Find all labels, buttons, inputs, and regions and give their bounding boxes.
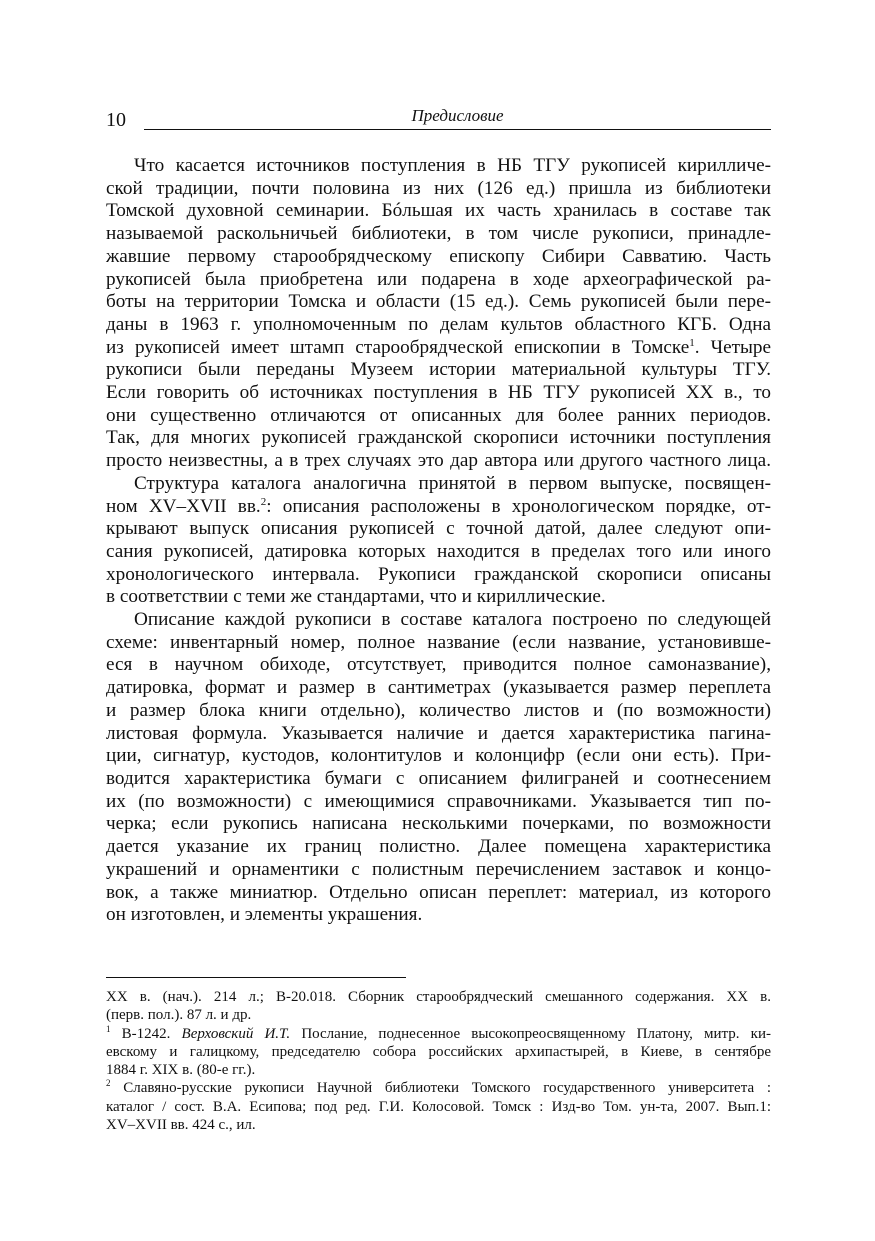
text-line: Что касается источников поступления в НБ ТГУ рукописей кирилличе- xyxy=(134,155,771,176)
text-line: называемой раскольничьей библиотеки, в том числе рукописи, принадле- xyxy=(106,223,771,245)
text-line: еся в научном обиходе, отсутствует, приводится полное самоназвание), xyxy=(106,654,771,676)
text-line: Если говорить об источниках поступления в НБ ТГУ рукописей XX в., то xyxy=(106,382,771,404)
paragraph-2 xyxy=(106,473,771,609)
running-header xyxy=(106,104,771,130)
footnote-line: XX в. (нач.). 214 л.; В-20.018. Сборник старообрядческий смешанного содержания. XX в. xyxy=(106,989,771,1005)
footnote-line xyxy=(106,1079,771,1097)
text-fragment: ном XV–XVII вв. xyxy=(106,495,261,517)
footnote-line xyxy=(106,1025,771,1043)
paragraph-3 xyxy=(106,609,771,927)
text-line: Томской духовной семинарии. Бóльшая их часть хранилась в составе так xyxy=(106,200,771,222)
footnote-rule xyxy=(106,977,406,978)
text-line: в соответствии с теми же стандартами, что и кириллические. xyxy=(106,586,606,608)
text-line: крывают выпуск описания рукописей с точной датой, далее следуют опи- xyxy=(106,518,771,540)
footnotes xyxy=(106,988,771,1134)
text-line: Структура каталога аналогична принятой в первом выпуске, посвящен- xyxy=(134,472,771,494)
text-line: водится характеристика бумаги с описанием филиграней и соотнесением xyxy=(106,767,771,789)
text-line: они существенно отличаются от описанных для более ранних периодов. xyxy=(106,404,771,426)
text-fragment: . Четыре xyxy=(694,336,771,358)
text-line: датировка, формат и размер в сантиметрах (указывается размер переплета xyxy=(106,677,771,699)
footnote-mark: 2 xyxy=(106,1078,111,1089)
footnote-ref-2: 2 xyxy=(260,495,267,508)
text-line: рукописей была приобретена или подарена в ходе археографической ра- xyxy=(106,268,771,290)
text-line: Так, для многих рукописей гражданской скорописи источники поступления xyxy=(106,427,771,449)
text-line: Описание каждой рукописи в составе каталога построено по следующей xyxy=(134,609,771,631)
text-line: он изготовлен, и элементы украшения. xyxy=(106,904,423,926)
text-line: сания рукописей, датировка которых находится в пределах того или иного xyxy=(106,540,771,562)
footnote-line: каталог / сост. В.А. Есипова; под ред. Г.И. Колосовой. Томск : Изд-во Том. ун-та, 2007. Вып.1: xyxy=(106,1098,771,1115)
footnote-continuation xyxy=(106,988,771,1025)
text-line: рукописи были переданы Музеем истории материальной культуры ТГУ. xyxy=(106,359,771,381)
text-fragment: Послание, поднесенное высокопреосвященному Платону, митр. ки- xyxy=(290,1025,771,1042)
text-line: даны в 1963 г. уполномоченным по делам культов областного КГБ. Одна xyxy=(106,313,771,335)
footnote-shelfmark: В-1242. xyxy=(110,1025,182,1042)
text-line: жавшие первому старообрядческому епископу Сибири Савватию. Часть xyxy=(106,245,771,267)
footnote-line: (перв. пол.). 87 л. и др. xyxy=(106,1007,252,1024)
text-line: хронологического интервала. Рукописи гражданской скорописи описаны xyxy=(106,563,771,585)
text-line xyxy=(106,337,771,360)
text-line: просто неизвестны, а в трех случаях это дар автора или другого частного лица. xyxy=(106,450,771,472)
footnote-line: евскому и галицкому, председателю собора российских архипастырей, в Киеве, в сентябре xyxy=(106,1043,771,1060)
text-line: ции, сигнатур, кустодов, колонтитулов и колонцифр (если они есть). При- xyxy=(106,745,771,767)
text-line: схеме: инвентарный номер, полное название (если название, установивше- xyxy=(106,631,771,653)
text-line xyxy=(106,496,771,519)
header-rule xyxy=(144,129,771,130)
footnote-line: 1884 г. XIX в. (80-е гг.). xyxy=(106,1062,256,1079)
text-line: черка; если рукопись написана несколькими почерками, по возможности xyxy=(106,813,771,835)
footnote-ref-1: 1 xyxy=(689,336,695,349)
footnote-2 xyxy=(106,1079,771,1134)
text-line: дается указание их границ полистно. Далее помещена характеристика xyxy=(106,836,771,858)
text-line: их (по возможности) с имеющимися справочниками. Указывается тип по- xyxy=(106,790,771,812)
text-line: вок, а также миниатюр. Отдельно описан переплет: материал, из которого xyxy=(106,881,771,903)
footnote-mark: 1 xyxy=(106,1023,111,1034)
page-number: 10 xyxy=(106,109,126,131)
footnote-author: Верховский И.Т. xyxy=(181,1025,291,1042)
text-line: листовая формула. Указывается наличие и дается характеристика пагина- xyxy=(106,722,771,744)
text-line: боты на территории Томска и области (15 ед.). Семь рукописей были пере- xyxy=(106,291,771,313)
main-text xyxy=(106,155,771,927)
text-line: и размер блока книги отдельно), количество листов и (по возможности) xyxy=(106,699,771,721)
text-line: ской традиции, почти половина из них (126 ед.) пришла из библиотеки xyxy=(106,177,771,199)
footnote-1 xyxy=(106,1025,771,1080)
running-title: Предисловие xyxy=(411,106,504,125)
text-fragment: Славяно-русские рукописи Научной библиотеки Томского государственного университета : xyxy=(110,1080,771,1097)
text-fragment: из рукописей имеет штамп старообрядческой епископии в Томске xyxy=(106,336,690,358)
text-fragment: : описания расположены в хронологическом порядке, от- xyxy=(266,495,771,517)
paragraph-1 xyxy=(106,155,771,473)
footnote-line: XV–XVII вв. 424 с., ил. xyxy=(106,1117,256,1134)
text-line: украшений и орнаментики с полистным перечислением заставок и концо- xyxy=(106,858,771,880)
